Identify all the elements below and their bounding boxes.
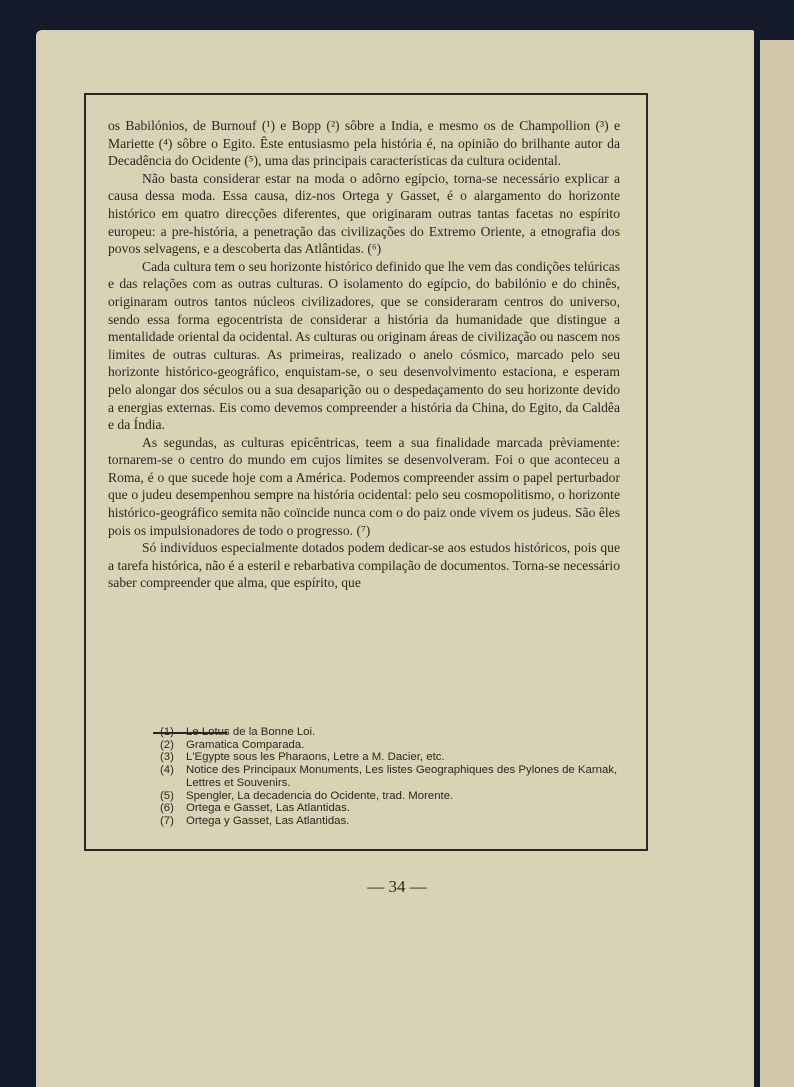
- page-number: — 34 —: [367, 877, 427, 896]
- paragraph: Cada cultura tem o seu horizonte histórico definido que lhe vem das condições telúricas e das relações com as outras culturas. O isolamento do egípcio, do babilónio e do chinês, originaram outros tantos núcleos civilizadores, que se consideraram centros do universo, sendo essa forma egocentrista de considerar a história da humanidade que distingue a mentalidade oriental da ocidental. As culturas ou originam áreas de civilização ou nascem nos limites de outras culturas. As primeiras, realizado o anelo cósmico, marcado pelo seu horizonte histórico-geográfico, enquistam-se, o seu desenvolvimento estaciona, e esperam pelo alongar dos séculos ou a sua desaparição ou o despedaçamento do seu horizonte devido a energias externas. Eis como devemos compreender a história da China, do Egito, da Caldêa e da Índia.: [108, 258, 620, 433]
- footnote: (1) Le Lotus de la Bonne Loi.: [160, 726, 316, 738]
- footnote: (6) Ortega e Gasset, Las Atlantidas.: [160, 802, 350, 815]
- paragraph: As segundas, as culturas epicêntricas, teem a sua finalidade marcada prèviamente: tornarem-se o centro do mundo em cujos limites se desenvolveram. Foi o que aconteceu a Roma, é o que sucede hoje com a América. Podemos compreender assim o papel perturbador que o judeu desempenhou sempre na história ocidental: pelo seu cosmopolitismo, o horizonte histórico-geográfico semita não coïncide nunca com o do paiz onde vivem os judeus. São êles pois os impulsionadores de todo o progresso. (⁷): [108, 434, 620, 538]
- footnote: (2) Gramatica Comparada.: [160, 738, 305, 751]
- footnote: (4) Notice des Principaux Monuments, Les listes Geographiques des Pylones de Karnak, Lettres et Souvenirs.: [160, 764, 618, 789]
- footnote: (5) Spengler, La decadencia do Ocidente, trad. Morente.: [160, 789, 454, 802]
- footnote: (3) L'Egypte sous les Pharaons, Letre a M. Dacier, etc.: [160, 751, 445, 764]
- footnotes: [108, 726, 620, 828]
- footnote: (7) Ortega y Gasset, Las Atlantidas.: [160, 814, 350, 827]
- paragraph: os Babilónios, de Burnouf (¹) e Bopp (²) sôbre a India, e mesmo os de Champollion (³) e Mariette (⁴) sôbre o Egito. Êste entusiasmo pela história é, na opinião do brilhante autor da Decadência do Ocidente (⁵), uma das principais características da cultura ocidental.: [108, 118, 620, 169]
- main-text: [108, 117, 620, 592]
- paragraph: Só indivíduos especialmente dotados podem dedicar-se aos estudos históricos, pois que a tarefa histórica, não é a esteril e rebarbativa compilação de documentos. Torna-se necessário saber compreender que alma, que espírito, que: [108, 540, 620, 591]
- paragraph: Não basta considerar estar na moda o adôrno egípcio, torna-se necessário explicar a causa dessa moda. Essa causa, diz-nos Ortega y Gasset, é o alargamento do horizonte histórico em quatro direcções diferentes, que originaram outras tantas facetas no espírito europeu: a pre-história, a penetração das civilizações do Extremo Oriente, a etnografia dos povos selvagens, e a descoberta das Atlântidas. (⁶): [108, 170, 620, 257]
- next-page-edge: [760, 40, 794, 1087]
